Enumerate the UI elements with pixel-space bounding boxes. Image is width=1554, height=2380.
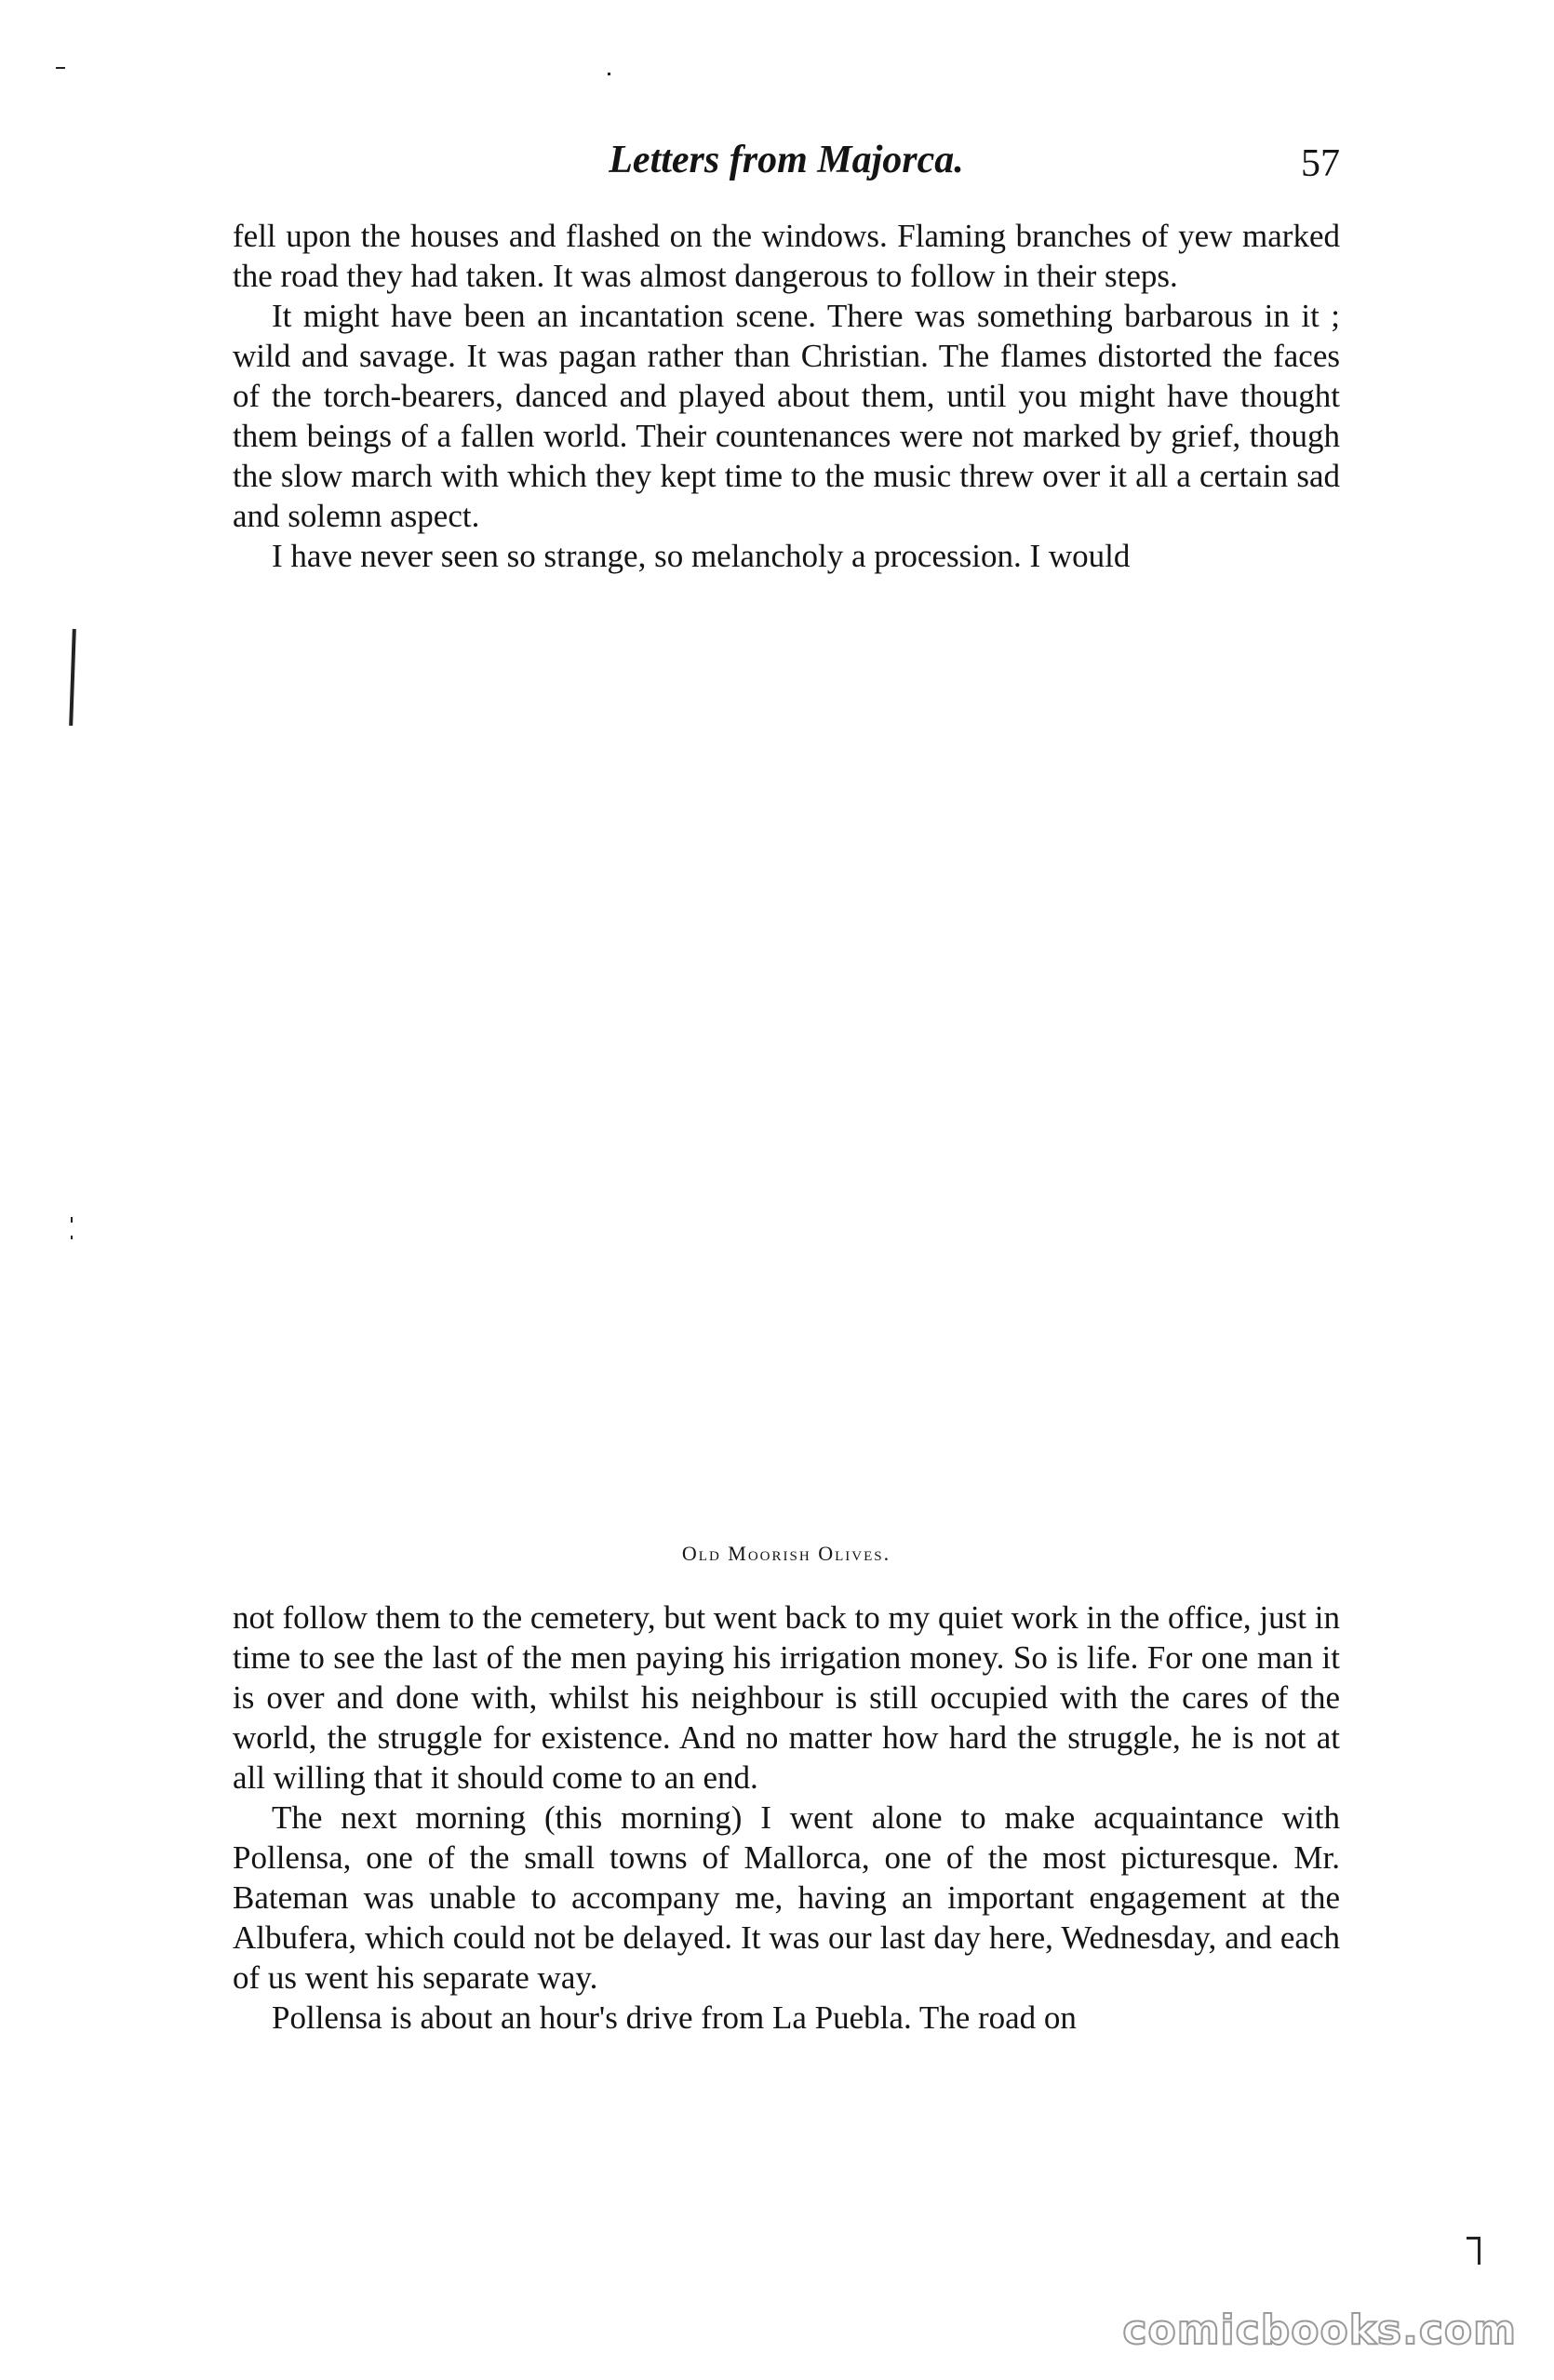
margin-mark [608,73,610,75]
illustration-caption: Old Moorish Olives. [681,1542,891,1565]
paragraph: Pollensa is about an hour's drive from La Puebla. The road on [272,1999,1077,2036]
margin-mark [1478,2237,1480,2265]
paragraph: The next morning (this morning) I went alone to make acquaintance with Pollensa, one of the small towns of Mallorca, one of the most picturesque. Mr. Bateman was unable to accompany me, having an important engagement at the Albufera, which could not be delayed. It was our last day here, Wednesday, and each of us went his separate way. [233,1799,1340,1996]
illustration-area [233,661,1340,1517]
page-header [233,130,1340,195]
margin-mark [71,1236,73,1239]
margin-mark [69,629,76,726]
body-text-bottom [233,1598,1340,2038]
margin-mark [71,1217,73,1223]
paragraph: I have never seen so strange, so melancholy a procession. I would [272,538,1131,574]
paragraph: not follow them to the cemetery, but went back to my quiet work in the office, just in time to see the last of the men paying his irrigation money. So is life. For one man it is over and done with, whilst his neighbour is still occupied with the cares of the world, the struggle for existence. And no matter how hard the struggle, he is not at all willing that it should come to an end. [233,1599,1340,1796]
body-text-top [233,216,1340,576]
watermark-logo: comicbooks.com [1122,2306,1517,2354]
page-number: 57 [1301,142,1340,185]
paragraph: It might have been an incantation scene. There was something barbarous in it ; wild and savage. It was pagan rather than Christian. The flames distorted the faces of the torch-bearers, danced and played about them, until you might have thought them beings of a fallen world. Their countenances were not marked by grief, though the slow march with which they kept time to the music threw over it all a certain sad and solemn aspect. [233,298,1340,534]
paragraph: fell upon the houses and flashed on the windows. Flaming branches of yew marked the road they had taken. It was almost dangerous to follow in their steps. [233,218,1340,294]
margin-mark [1467,2237,1480,2240]
margin-mark [56,67,65,69]
running-title: Letters from Majorca. [609,139,964,181]
